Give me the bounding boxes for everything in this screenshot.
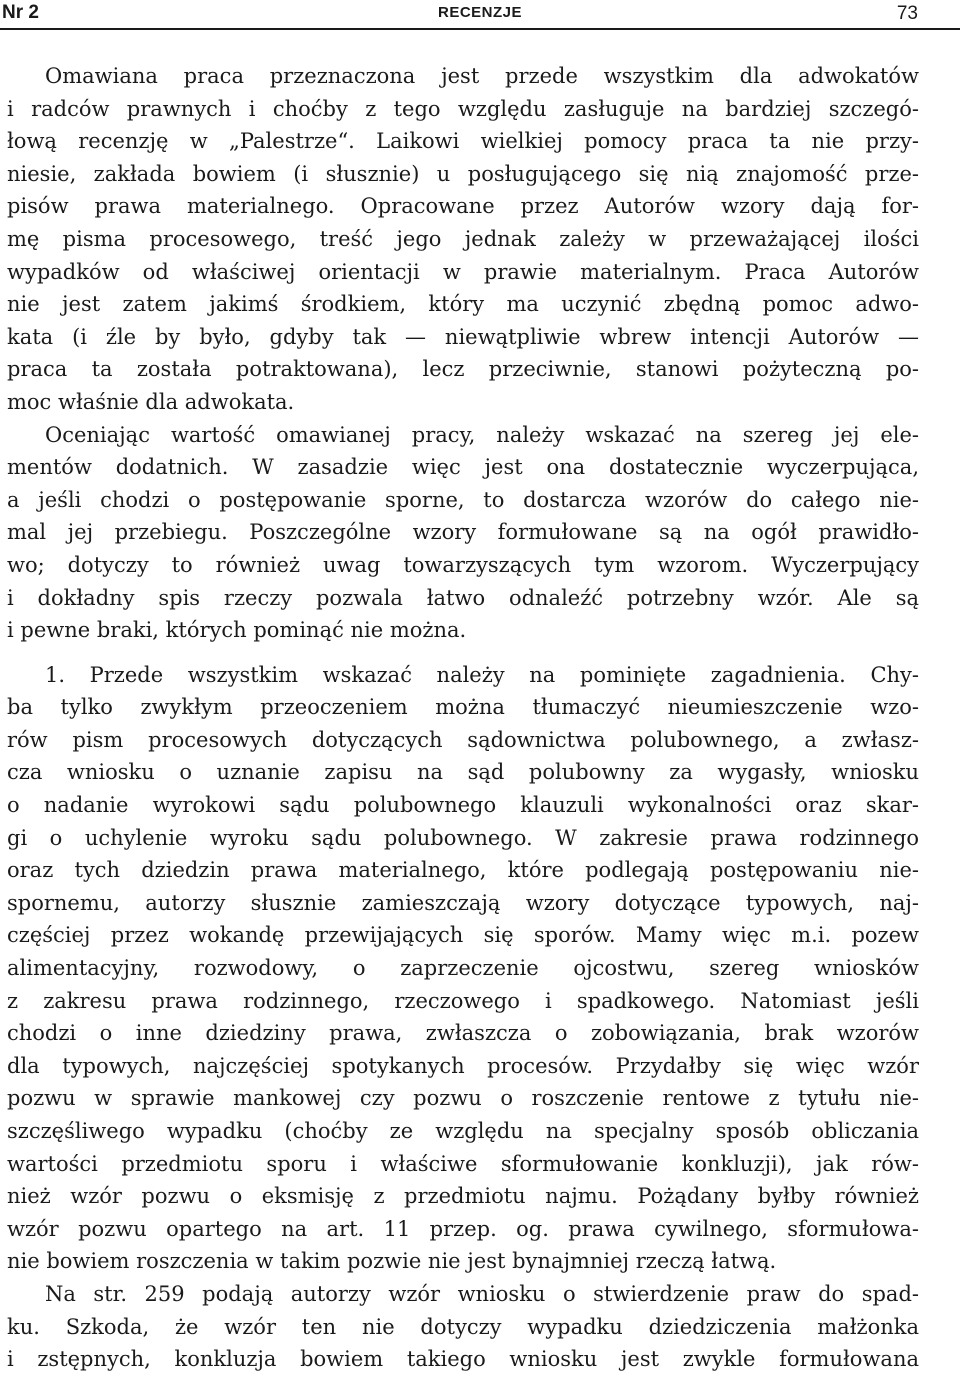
text-line: alimentacyjny, rozwodowy, o zaprzeczenie ojcostwu, szereg wniosków	[7, 956, 919, 981]
text-line: i radców prawnych i choćby z tego względu zasługuje na bardziej szczegó-	[7, 96, 919, 121]
text-line: mentów dodatnich. W zasadzie więc jest ona dostatecznie wyczerpująca,	[7, 455, 919, 480]
text-line: kata (i źle by było, gdyby tak — niewątpliwie wbrew intencji Autorów —	[7, 324, 919, 349]
text-line: wzór pozwu opartego na art. 11 przep. og. prawa cywilnego, sformułowa-	[7, 1216, 919, 1241]
text-line: częściej przez wokandę przewijających się sporów. Mamy więc m.i. pozew	[7, 923, 919, 948]
text-line: i dokładny spis rzeczy pozwala łatwo odnaleźć potrzebny wzór. Ale są	[7, 585, 919, 610]
text-line: 1. Przede wszystkim wskazać należy na pominięte zagadnienia. Chy-	[45, 662, 919, 687]
text-line: wypadków od właściwej orientacji w prawie materialnym. Praca Autorów	[7, 259, 919, 284]
paragraph	[7, 1278, 919, 1376]
text-line: moc właśnie dla adwokata.	[7, 389, 295, 414]
text-line: łową recenzję w „Palestrze“. Laikowi wielkiej pomocy praca ta nie przy-	[7, 129, 919, 154]
text-line: z zakresu prawa rodzinnego, rzeczowego i spadkowego. Natomiast jeśli	[7, 988, 919, 1013]
text-line: wartości przedmiotu sporu i właściwe sformułowanie konkluzji), jak rów-	[7, 1151, 919, 1176]
text-line: pozwu w sprawie mankowej czy pozwu o roszczenie rentowe z tytułu nie-	[7, 1086, 919, 1111]
text-line: a jeśli chodzi o postępowanie sporne, to dostarcza wzorów do całego nie-	[7, 487, 919, 512]
text-line: o nadanie wyrokowi sądu polubownego klauzuli wykonalności oraz skar-	[7, 793, 919, 818]
text-line: wo; dotyczy to również uwag towarzyszących tym wzorom. Wyczerpujący	[7, 552, 919, 577]
text-line: mę pisma procesowego, treść jego jednak zależy w przeważającej ilości	[7, 226, 919, 251]
text-line: i pewne braki, których pominąć nie można.	[7, 618, 467, 643]
text-line: oraz tych dziedzin prawa materialnego, które podlegają postępowaniu nie-	[7, 858, 919, 883]
article-body	[7, 60, 919, 1376]
text-line: nież wzór pozwu o eksmisję z przedmiotu najmu. Pożądany byłby również	[7, 1184, 919, 1209]
text-line: ku. Szkoda, że wzór ten nie dotyczy wypadku dziedziczenia małżonka	[7, 1314, 919, 1339]
text-line: Oceniając wartość omawianej pracy, należy wskazać na szereg jej ele-	[45, 422, 919, 447]
text-line: szczęśliwego wypadku (choćby ze względu na specjalny sposób obliczania	[7, 1119, 919, 1143]
text-line: spornemu, autorzy słusznie zamieszczają wzory dotyczące typowych, naj-	[7, 890, 919, 915]
text-line: ba tylko zwykłym przeoczeniem można tłumaczyć nieumieszczenie wzo-	[7, 695, 919, 720]
text-line: nie bowiem roszczenia w takim pozwie nie jest bynajmniej rzeczą łatwą.	[7, 1249, 777, 1274]
text-line: dla typowych, najczęściej spotykanych procesów. Przydałby się więc wzór	[7, 1053, 919, 1078]
issue-number: Nr 2	[2, 2, 39, 23]
text-line: praca ta została potraktowana), lecz przeciwnie, stanowi pożyteczną po-	[7, 357, 919, 382]
text-line: Omawiana praca przeznaczona jest przede wszystkim dla adwokatów	[45, 64, 919, 88]
section-title: RECENZJE	[437, 4, 523, 21]
text-line: mal jej przebiegu. Poszczególne wzory formułowane są na ogół prawidło-	[7, 520, 919, 545]
text-line: cza wniosku o uznanie zapisu na sąd polubowny za wygasły, wniosku	[7, 760, 919, 785]
paragraph	[7, 60, 919, 419]
text-line: i zstępnych, konkluzja bowiem takiego wniosku jest zwykle formułowana	[7, 1347, 919, 1372]
text-line: gi o uchylenie wyroku sądu polubownego. W zakresie prawa rodzinnego	[7, 825, 919, 850]
paragraph	[7, 419, 919, 647]
text-line: nie jest zatem jakimś środkiem, który ma uczynić zbędną pomoc adwo-	[7, 292, 919, 317]
text-line: Na str. 259 podają autorzy wzór wniosku o stwierdzenie praw do spad-	[45, 1281, 919, 1306]
text-line: rów pism procesowych dotyczących sądownictwa polubownego, a zwłasz-	[7, 727, 919, 752]
running-header	[0, 0, 960, 30]
text-line: niesie, zakłada bowiem (i słusznie) u posługującego się nią znajomość prze-	[7, 161, 919, 186]
text-line: pisów prawa materialnego. Opracowane przez Autorów wzory dają for-	[7, 194, 919, 219]
paragraph	[7, 659, 919, 1278]
text-line: chodzi o inne dziedziny prawa, zwłaszcza o zobowiązania, brak wzorów	[7, 1021, 919, 1046]
page-number: 73	[896, 3, 918, 24]
